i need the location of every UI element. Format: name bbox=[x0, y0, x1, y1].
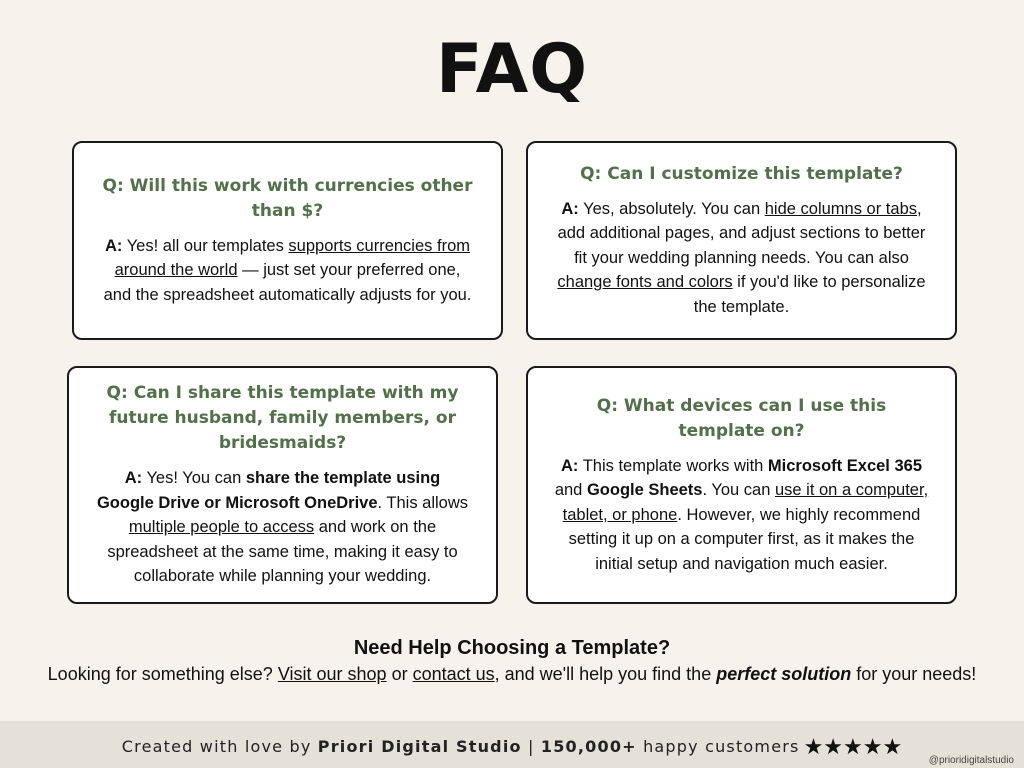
faq-answer bbox=[95, 466, 470, 589]
help-heading: Need Help Choosing a Template? bbox=[353, 637, 671, 659]
footer-customer-count: 150,000+ bbox=[540, 737, 637, 756]
answer-link-change-fonts[interactable]: change fonts and colors bbox=[557, 273, 733, 292]
star-rating-icon: ★★★★★ bbox=[803, 735, 903, 760]
social-handle: @prioridigitalstudio bbox=[928, 755, 1014, 766]
faq-answer bbox=[554, 454, 929, 577]
faq-card-devices bbox=[526, 366, 957, 604]
faq-card-customize bbox=[526, 141, 957, 340]
answer-link-multiple-people[interactable]: multiple people to access bbox=[128, 518, 315, 537]
faq-question: Q: Can I share this template with my future husband, family members, or bridesmaids? bbox=[106, 383, 459, 454]
answer-text: and work on the spreadsheet at the same time, making it easy to collaborate while planning your wedding. bbox=[107, 518, 458, 586]
answer-prefix: A: bbox=[104, 236, 123, 255]
faq-question: Q: What devices can I use this template on? bbox=[596, 395, 887, 441]
answer-text: This template works with bbox=[578, 456, 768, 475]
faq-question: Q: Will this work with currencies other than $? bbox=[102, 175, 473, 221]
help-text-part: for your needs! bbox=[851, 664, 977, 684]
answer-text: and bbox=[554, 481, 587, 500]
answer-text: Yes, absolutely. You can bbox=[578, 199, 765, 218]
answer-text: Yes! all our templates bbox=[122, 236, 289, 255]
answer-link-hide-columns[interactable]: hide columns or tabs bbox=[764, 199, 917, 218]
faq-answer bbox=[100, 234, 475, 308]
answer-bold-excel: Microsoft Excel 365 bbox=[767, 456, 922, 475]
answer-text: if you'd like to personalize the template. bbox=[693, 273, 926, 316]
help-text-part: , and we'll help you find the bbox=[494, 664, 717, 684]
footer-text: happy customers bbox=[636, 737, 800, 756]
answer-text: . However, we highly recommend setting it up on a computer first, as it makes the initial setup and navigation much easier. bbox=[568, 505, 921, 573]
contact-us-link[interactable]: contact us bbox=[412, 664, 495, 684]
footer-text: Created with love by bbox=[121, 737, 318, 756]
faq-answer bbox=[554, 197, 929, 320]
footer-credit bbox=[0, 735, 1024, 760]
faq-question: Q: Can I customize this template? bbox=[580, 163, 903, 184]
answer-link-devices[interactable]: use it on a computer, tablet, or phone bbox=[562, 481, 929, 524]
answer-text: Yes! You can bbox=[142, 469, 246, 488]
faq-card-currencies bbox=[72, 141, 503, 340]
answer-bold-sheets: Google Sheets bbox=[586, 481, 703, 500]
help-text bbox=[0, 664, 1024, 685]
footer-bar bbox=[0, 721, 1024, 768]
answer-link-currencies[interactable]: supports currencies from around the world bbox=[114, 236, 470, 280]
answer-text: , add additional pages, and adjust sections to better fit your wedding planning needs. You can also bbox=[557, 199, 926, 267]
footer-separator: | bbox=[521, 737, 541, 756]
help-emphasis: perfect solution bbox=[716, 664, 852, 684]
answer-text: — just set your preferred one, and the spreadsheet automatically adjusts for you. bbox=[103, 261, 472, 304]
faq-card-share bbox=[67, 366, 498, 604]
answer-text: . You can bbox=[702, 481, 775, 500]
answer-prefix: A: bbox=[560, 456, 579, 475]
page-title: FAQ bbox=[435, 30, 589, 109]
footer-brand: Priori Digital Studio bbox=[317, 737, 522, 756]
visit-shop-link[interactable]: Visit our shop bbox=[277, 664, 387, 684]
answer-text: . This allows bbox=[377, 493, 469, 512]
answer-bold-share: share the template using Google Drive or Microsoft OneDrive bbox=[96, 469, 441, 512]
help-text-part: or bbox=[386, 664, 413, 684]
answer-prefix: A: bbox=[561, 199, 579, 218]
help-text-part: Looking for something else? bbox=[47, 664, 278, 684]
answer-prefix: A: bbox=[124, 469, 143, 488]
